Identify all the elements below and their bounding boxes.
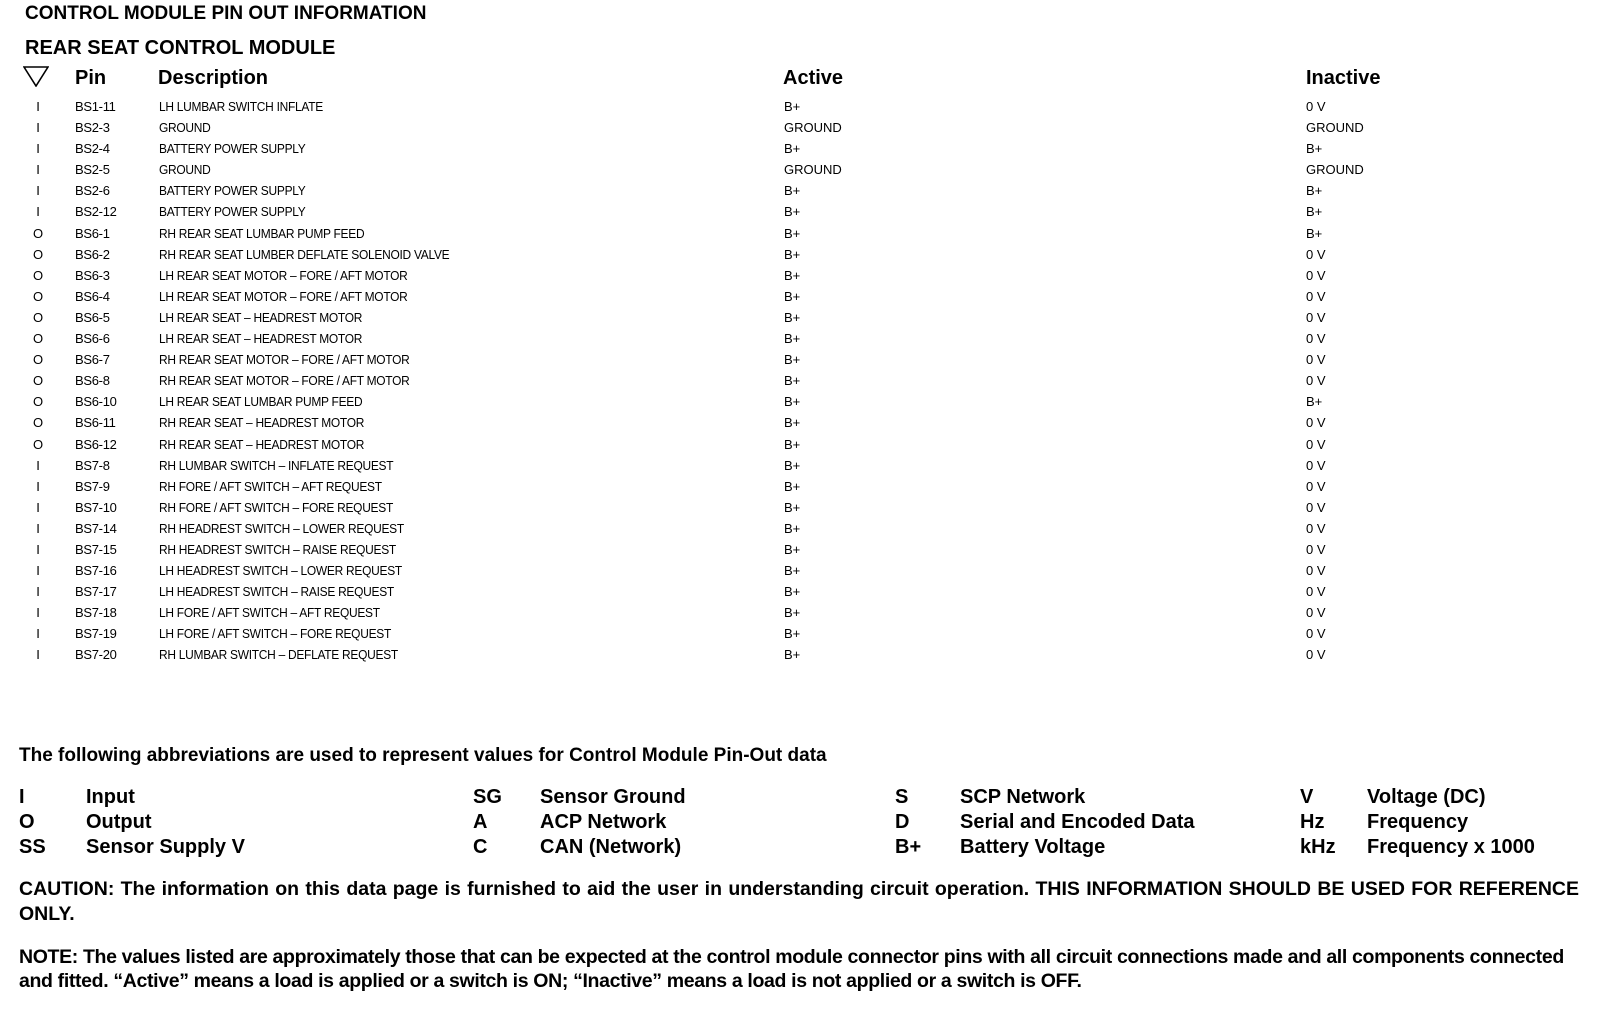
pin-cell: BS6-8: [75, 373, 110, 389]
description-cell: LH HEADREST SWITCH – LOWER REQUEST: [159, 563, 402, 579]
pin-cell: BS7-10: [75, 499, 117, 515]
active-cell: B+: [784, 605, 801, 621]
abbr-meaning: SCP Network: [960, 786, 1086, 808]
table-row: [0, 160, 1600, 181]
active-cell: B+: [784, 373, 801, 389]
module-title: REAR SEAT CONTROL MODULE: [25, 37, 336, 59]
note-text: NOTE: The values listed are approximately those that can be expected at the control module connector pins with all circuit connections made and all components connected and fitted. “Active” means a load is applied or a switch is ON; “Inactive” means a load is not applied or a switch is OFF.: [19, 946, 1564, 992]
direction-cell: I: [36, 120, 40, 136]
inactive-cell: GROUND: [1306, 162, 1364, 178]
pin-cell: BS7-16: [75, 563, 117, 579]
inactive-cell: 0 V: [1306, 626, 1326, 642]
abbr-code: Hz: [1300, 811, 1325, 833]
description-cell: BATTERY POWER SUPPLY: [159, 183, 306, 199]
abbr-code: I: [19, 786, 25, 808]
inactive-cell: 0 V: [1306, 246, 1326, 262]
abbr-meaning: Voltage (DC): [1367, 786, 1486, 808]
inactive-cell: B+: [1306, 225, 1323, 241]
active-cell: B+: [784, 352, 801, 368]
inactive-cell: 0 V: [1306, 457, 1326, 473]
active-cell: B+: [784, 183, 801, 199]
caution-text: CAUTION: The information on this data page is furnished to aid the user in understanding circuit operation. THIS INFORMATION SHOULD BE USED FOR REFERENCE ONLY.: [19, 878, 1579, 925]
direction-cell: I: [36, 647, 40, 663]
pin-cell: BS7-18: [75, 605, 117, 621]
abbr-code: kHz: [1300, 836, 1336, 858]
pin-cell: BS2-4: [75, 141, 110, 157]
table-row: [0, 118, 1600, 139]
active-cell: GROUND: [784, 120, 842, 136]
inactive-cell: 0 V: [1306, 352, 1326, 368]
active-cell: B+: [784, 626, 801, 642]
direction-cell: I: [36, 626, 40, 642]
direction-cell: I: [36, 141, 40, 157]
description-cell: RH REAR SEAT – HEADREST MOTOR: [159, 436, 365, 452]
direction-cell: I: [36, 478, 40, 494]
inactive-cell: 0 V: [1306, 541, 1326, 557]
abbr-meaning: Battery Voltage: [960, 836, 1106, 858]
inactive-cell: 0 V: [1306, 605, 1326, 621]
table-row: [0, 245, 1600, 266]
active-cell: B+: [784, 457, 801, 473]
table-row: [0, 181, 1600, 202]
direction-cell: O: [33, 309, 44, 325]
abbr-meaning: Frequency: [1367, 811, 1469, 833]
header-active: Active: [783, 67, 844, 89]
pin-cell: BS6-5: [75, 309, 110, 325]
abbreviations-intro: The following abbreviations are used to represent values for Control Module Pin-Out data: [19, 745, 827, 766]
table-row: [0, 308, 1600, 329]
description-cell: RH REAR SEAT MOTOR – FORE / AFT MOTOR: [159, 373, 410, 389]
abbr-code: C: [473, 836, 488, 858]
pin-cell: BS6-2: [75, 246, 110, 262]
direction-cell: O: [33, 267, 44, 283]
direction-cell: O: [33, 436, 44, 452]
table-row: [0, 413, 1600, 434]
description-cell: LH FORE / AFT SWITCH – AFT REQUEST: [159, 605, 380, 621]
pin-cell: BS6-10: [75, 394, 117, 410]
direction-cell: O: [33, 352, 44, 368]
inactive-cell: B+: [1306, 394, 1323, 410]
direction-cell: O: [33, 288, 44, 304]
direction-cell: I: [36, 457, 40, 473]
active-cell: B+: [784, 288, 801, 304]
table-row: [0, 139, 1600, 160]
pin-cell: BS2-3: [75, 120, 110, 136]
pin-cell: BS6-1: [75, 225, 110, 241]
pin-cell: BS7-15: [75, 541, 117, 557]
table-row: [0, 371, 1600, 392]
table-row: [0, 350, 1600, 371]
abbr-meaning: CAN (Network): [540, 836, 682, 858]
pin-cell: BS7-9: [75, 478, 110, 494]
description-cell: RH REAR SEAT LUMBAR PUMP FEED: [159, 225, 365, 241]
active-cell: B+: [784, 394, 801, 410]
inactive-cell: GROUND: [1306, 120, 1364, 136]
pin-cell: BS2-12: [75, 204, 117, 220]
inactive-cell: 0 V: [1306, 647, 1326, 663]
table-row: [0, 202, 1600, 223]
direction-cell: I: [36, 162, 40, 178]
active-cell: B+: [784, 520, 801, 536]
abbr-code: O: [19, 811, 35, 833]
abbr-code: S: [895, 786, 909, 808]
inactive-cell: 0 V: [1306, 584, 1326, 600]
description-cell: LH REAR SEAT – HEADREST MOTOR: [159, 331, 363, 347]
direction-cell: I: [36, 563, 40, 579]
table-row: [0, 624, 1600, 645]
active-cell: B+: [784, 584, 801, 600]
abbr-meaning: Sensor Supply V: [86, 836, 245, 858]
pin-cell: BS7-20: [75, 647, 117, 663]
active-cell: B+: [784, 309, 801, 325]
abbr-meaning: Output: [86, 811, 152, 833]
pin-cell: BS6-7: [75, 352, 110, 368]
pin-cell: BS7-19: [75, 626, 117, 642]
direction-cell: I: [36, 204, 40, 220]
direction-cell: I: [36, 99, 40, 114]
description-cell: LH REAR SEAT MOTOR – FORE / AFT MOTOR: [159, 288, 408, 304]
inactive-cell: 0 V: [1306, 331, 1326, 347]
description-cell: LH REAR SEAT MOTOR – FORE / AFT MOTOR: [159, 267, 408, 283]
abbr-code: A: [473, 811, 488, 833]
active-cell: B+: [784, 331, 801, 347]
table-row: [0, 603, 1600, 624]
description-cell: GROUND: [159, 120, 211, 136]
active-cell: B+: [784, 141, 801, 157]
direction-cell: I: [36, 183, 40, 199]
active-cell: B+: [784, 204, 801, 220]
pin-cell: BS2-5: [75, 162, 110, 178]
inactive-cell: 0 V: [1306, 99, 1326, 114]
pin-cell: BS7-8: [75, 457, 110, 473]
active-cell: B+: [784, 499, 801, 515]
description-cell: LH REAR SEAT – HEADREST MOTOR: [159, 309, 363, 325]
description-cell: RH HEADREST SWITCH – LOWER REQUEST: [159, 520, 404, 536]
active-cell: GROUND: [784, 162, 842, 178]
abbr-meaning: ACP Network: [540, 811, 667, 833]
header-pin: Pin: [75, 67, 107, 89]
table-row: [0, 329, 1600, 350]
pin-cell: BS7-14: [75, 520, 117, 536]
table-row: [0, 435, 1600, 456]
table-row: [0, 519, 1600, 540]
active-cell: B+: [784, 478, 801, 494]
description-cell: RH LUMBAR SWITCH – INFLATE REQUEST: [159, 457, 394, 473]
table-row: [0, 392, 1600, 413]
inactive-cell: B+: [1306, 204, 1323, 220]
header-inactive: Inactive: [1306, 67, 1381, 89]
description-cell: RH LUMBAR SWITCH – DEFLATE REQUEST: [159, 647, 398, 663]
inactive-cell: 0 V: [1306, 373, 1326, 389]
abbr-code: V: [1300, 786, 1314, 808]
table-row: [0, 97, 1600, 118]
pin-cell: BS2-6: [75, 183, 110, 199]
table-row: [0, 456, 1600, 477]
header-description: Description: [158, 67, 269, 89]
active-cell: B+: [784, 647, 801, 663]
description-cell: RH REAR SEAT LUMBER DEFLATE SOLENOID VALVE: [159, 246, 450, 262]
direction-cell: I: [36, 541, 40, 557]
pin-cell: BS6-4: [75, 288, 110, 304]
table-row: [0, 287, 1600, 308]
pin-cell: BS6-11: [75, 415, 116, 431]
abbr-meaning: Sensor Ground: [540, 786, 686, 808]
inactive-cell: 0 V: [1306, 478, 1326, 494]
table-row: [0, 540, 1600, 561]
inactive-cell: B+: [1306, 141, 1323, 157]
pinout-table: [0, 97, 1600, 667]
inactive-cell: 0 V: [1306, 288, 1326, 304]
description-cell: RH FORE / AFT SWITCH – AFT REQUEST: [159, 478, 382, 494]
inactive-cell: B+: [1306, 183, 1323, 199]
inactive-cell: 0 V: [1306, 520, 1326, 536]
active-cell: B+: [784, 436, 801, 452]
table-row: [0, 561, 1600, 582]
direction-cell: I: [36, 605, 40, 621]
description-cell: LH LUMBAR SWITCH INFLATE: [159, 99, 323, 114]
description-cell: BATTERY POWER SUPPLY: [159, 141, 306, 157]
abbreviations-legend: [19, 786, 1579, 866]
direction-cell: I: [36, 584, 40, 600]
pin-cell: BS7-17: [75, 584, 117, 600]
active-cell: B+: [784, 246, 801, 262]
direction-cell: O: [33, 331, 44, 347]
table-row: [0, 224, 1600, 245]
active-cell: B+: [784, 563, 801, 579]
abbr-code: SG: [473, 786, 502, 808]
pin-cell: BS6-3: [75, 267, 110, 283]
direction-cell: I: [36, 520, 40, 536]
inactive-cell: 0 V: [1306, 267, 1326, 283]
active-cell: B+: [784, 267, 801, 283]
table-row: [0, 498, 1600, 519]
active-cell: B+: [784, 415, 801, 431]
inactive-cell: 0 V: [1306, 499, 1326, 515]
inactive-cell: 0 V: [1306, 436, 1326, 452]
direction-cell: I: [36, 499, 40, 515]
direction-cell: O: [33, 225, 44, 241]
inactive-cell: 0 V: [1306, 563, 1326, 579]
active-cell: B+: [784, 99, 801, 114]
description-cell: LH HEADREST SWITCH – RAISE REQUEST: [159, 584, 394, 600]
description-cell: RH REAR SEAT MOTOR – FORE / AFT MOTOR: [159, 352, 410, 368]
inactive-cell: 0 V: [1306, 309, 1326, 325]
description-cell: LH FORE / AFT SWITCH – FORE REQUEST: [159, 626, 392, 642]
pin-cell: BS6-12: [75, 436, 117, 452]
pin-cell: BS1-11: [75, 99, 116, 114]
direction-cell: O: [33, 394, 44, 410]
inactive-cell: 0 V: [1306, 415, 1326, 431]
abbr-code: D: [895, 811, 910, 833]
table-row: [0, 582, 1600, 603]
abbr-code: SS: [19, 836, 46, 858]
table-row: [0, 266, 1600, 287]
abbr-code: B+: [895, 836, 922, 858]
description-cell: RH FORE / AFT SWITCH – FORE REQUEST: [159, 499, 393, 515]
active-cell: B+: [784, 225, 801, 241]
description-cell: LH REAR SEAT LUMBAR PUMP FEED: [159, 394, 363, 410]
abbr-meaning: Frequency x 1000: [1367, 836, 1535, 858]
abbr-meaning: Serial and Encoded Data: [960, 811, 1195, 833]
direction-cell: O: [33, 246, 44, 262]
active-cell: B+: [784, 541, 801, 557]
description-cell: RH HEADREST SWITCH – RAISE REQUEST: [159, 541, 396, 557]
document-title: CONTROL MODULE PIN OUT INFORMATION: [25, 3, 427, 24]
table-row: [0, 645, 1600, 666]
direction-cell: O: [33, 373, 44, 389]
description-cell: BATTERY POWER SUPPLY: [159, 204, 306, 220]
description-cell: GROUND: [159, 162, 211, 178]
abbr-meaning: Input: [86, 786, 135, 808]
pin-cell: BS6-6: [75, 331, 110, 347]
direction-triangle-icon: [23, 65, 49, 93]
table-row: [0, 477, 1600, 498]
direction-cell: O: [33, 415, 44, 431]
description-cell: RH REAR SEAT – HEADREST MOTOR: [159, 415, 365, 431]
